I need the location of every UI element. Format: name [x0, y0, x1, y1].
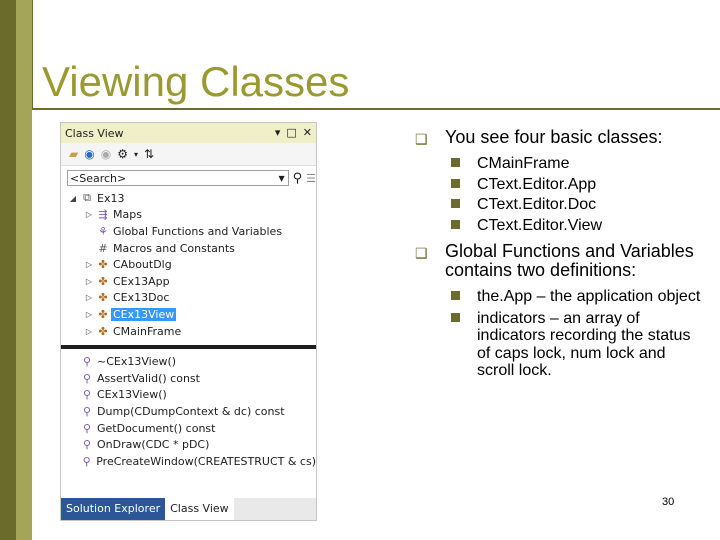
tree-node-label: CMainFrame — [113, 324, 182, 338]
tree-node[interactable] — [61, 273, 316, 290]
tree-node-label: CEx13App — [113, 274, 170, 288]
class-icon: ✤ — [98, 307, 108, 321]
bullet-marker-icon: ❑ — [415, 245, 428, 261]
dropdown-icon[interactable]: ▾ — [274, 126, 281, 139]
class-view-title: Class View — [65, 126, 124, 140]
members-list — [61, 353, 316, 469]
method-icon: ⚲ — [82, 371, 92, 385]
sub-bullet-text: CMainFrame — [477, 155, 570, 172]
class-icon: ✤ — [98, 258, 108, 272]
map-icon: ⇶ — [98, 208, 108, 222]
member-label: OnDraw(CDC * pDC) — [97, 438, 210, 452]
maximize-icon[interactable]: □ — [286, 126, 297, 139]
sub-bullet-text: CText.Editor.View — [477, 216, 603, 234]
search-icon[interactable]: ⚲ — [292, 170, 303, 186]
member-label: ~CEx13View() — [97, 355, 177, 369]
member-item[interactable] — [61, 436, 316, 453]
tree-node[interactable] — [61, 240, 316, 257]
class-tree — [61, 190, 316, 339]
member-label: PreCreateWindow(CREATESTRUCT & cs) — [96, 454, 316, 468]
tree-node-label: CAboutDlg — [113, 258, 172, 272]
member-label: Dump(CDumpContext & dc) const — [97, 404, 285, 418]
bullet-marker-icon: ❑ — [415, 131, 428, 147]
search-dropdown-icon[interactable]: ▼ — [278, 174, 285, 183]
sub-bullet — [415, 196, 705, 214]
method-icon: ⚲ — [82, 404, 92, 418]
member-item[interactable] — [61, 403, 316, 420]
slide-title: Viewing Classes — [42, 58, 350, 105]
member-label: CEx13View() — [97, 388, 167, 402]
member-item[interactable] — [61, 453, 316, 470]
left-accent-bar — [0, 0, 16, 540]
bullet-text: Global Functions and Variables contains two definitions: — [445, 241, 694, 280]
search-placeholder: <Search> — [70, 172, 127, 185]
tree-node[interactable] — [61, 290, 316, 307]
square-bullet-icon — [451, 199, 460, 208]
tree-node-label: Ex13 — [97, 191, 125, 205]
class-view-panel — [60, 122, 317, 521]
slide-content — [415, 128, 705, 384]
bottom-tabs — [61, 498, 316, 520]
forward-icon[interactable]: ◉ — [100, 147, 112, 161]
class-view-toolbar — [61, 143, 316, 166]
sub-bullet-text: CText.Editor.App — [477, 175, 597, 193]
globe-icon: ⚘ — [98, 224, 108, 238]
sub-bullet — [415, 310, 707, 380]
member-item[interactable] — [61, 370, 316, 387]
class-view-titlebar — [61, 123, 316, 143]
tree-node-label: Global Functions and Variables — [113, 224, 283, 238]
search-row — [61, 166, 316, 190]
expand-arrow-icon[interactable]: ▷ — [85, 293, 93, 303]
members-divider — [61, 345, 316, 349]
chevron-down-icon[interactable]: ▾ — [133, 149, 138, 159]
member-item[interactable] — [61, 387, 316, 404]
tab-class-view[interactable]: Class View — [165, 498, 234, 520]
new-folder-icon[interactable]: ▰ — [69, 147, 79, 161]
sub-bullet — [415, 288, 707, 306]
tree-node-label: Maps — [113, 208, 142, 222]
method-icon: ⚲ — [82, 355, 92, 369]
sub-bullet — [415, 217, 705, 235]
page-number: 30 — [662, 496, 675, 508]
settings-icon[interactable]: ⚙ — [117, 147, 128, 161]
square-bullet-icon — [451, 220, 460, 229]
method-icon: ⚲ — [82, 454, 91, 468]
square-bullet-icon — [451, 291, 460, 300]
bullet-text: You see four basic classes: — [445, 127, 663, 147]
square-bullet-icon — [451, 158, 460, 167]
method-icon: ⚲ — [82, 438, 92, 452]
macro-icon: # — [98, 241, 108, 255]
close-icon[interactable]: ✕ — [302, 126, 312, 139]
tree-node[interactable] — [61, 207, 316, 224]
class-icon: ✤ — [98, 274, 108, 288]
class-icon: ✤ — [98, 291, 108, 305]
sub-bullet-text: the.App – the application object — [477, 288, 701, 305]
sub-bullet — [415, 176, 705, 194]
tree-node[interactable] — [61, 223, 316, 240]
tab-solution-explorer[interactable]: Solution Explorer — [61, 498, 165, 520]
bullet-classes — [415, 128, 705, 147]
expand-arrow-icon[interactable]: ▷ — [85, 210, 93, 220]
title-rule — [32, 108, 720, 110]
member-item[interactable] — [61, 353, 316, 370]
filter-icon[interactable]: ☰ — [306, 171, 316, 185]
tree-node[interactable] — [61, 256, 316, 273]
tree-node-label: CEx13View — [113, 307, 175, 321]
add-class-icon[interactable]: ⇅ — [143, 147, 155, 161]
bullet-globals — [415, 242, 705, 280]
expand-arrow-icon[interactable]: ▷ — [85, 260, 93, 270]
search-input[interactable] — [67, 170, 289, 186]
tree-node[interactable] — [61, 306, 316, 323]
member-item[interactable] — [61, 420, 316, 437]
tree-node-label: Macros and Constants — [113, 241, 235, 255]
expand-arrow-icon[interactable]: ▷ — [85, 276, 93, 286]
tree-node[interactable] — [61, 190, 316, 207]
square-bullet-icon — [451, 179, 460, 188]
sub-bullet-text: indicators – an array of indicators recording the status of caps lock, num lock and scroll lock. — [477, 309, 691, 379]
method-icon: ⚲ — [82, 388, 92, 402]
tree-node[interactable] — [61, 323, 316, 340]
method-icon: ⚲ — [82, 421, 92, 435]
project-icon: ⧉ — [83, 191, 91, 205]
class-icon: ✤ — [98, 324, 108, 338]
expand-arrow-icon[interactable]: ◢ — [69, 193, 77, 203]
sub-bullet — [415, 155, 705, 173]
expand-arrow-icon[interactable]: ▷ — [85, 326, 93, 336]
tree-node-label: CEx13Doc — [113, 291, 170, 305]
member-label: GetDocument() const — [97, 421, 216, 435]
title-vertical-rule — [32, 0, 33, 110]
square-bullet-icon — [451, 313, 460, 322]
expand-arrow-icon[interactable]: ▷ — [85, 309, 93, 319]
member-label: AssertValid() const — [97, 371, 200, 385]
left-accent-bar-light — [16, 0, 32, 540]
back-icon[interactable]: ◉ — [84, 147, 95, 161]
sub-bullet-text: CText.Editor.Doc — [477, 196, 597, 213]
